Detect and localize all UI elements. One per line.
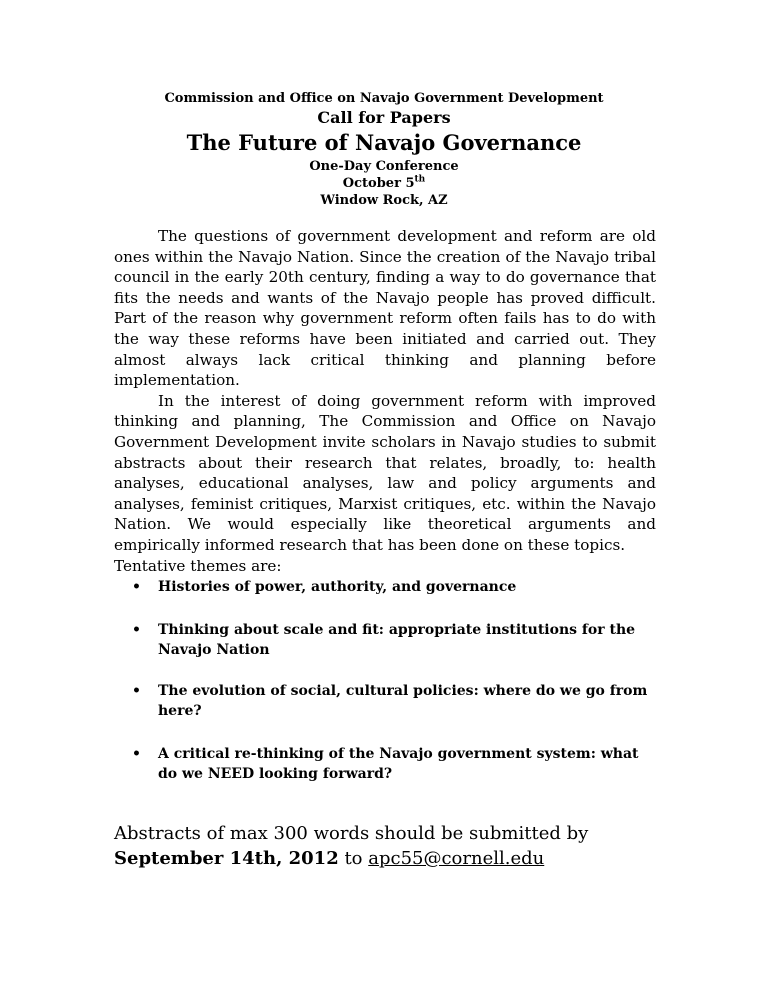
bullet-icon: • xyxy=(132,746,141,762)
to-word: to xyxy=(338,848,369,869)
submission-instructions xyxy=(114,821,674,871)
themes-intro: Tentative themes are: xyxy=(114,557,282,575)
submission-line-1: Abstracts of max 300 words should be submitted by xyxy=(114,823,589,844)
theme-text: Histories of power, authority, and governance xyxy=(158,579,517,595)
submission-email-link[interactable]: apc55@cornell.edu xyxy=(368,848,545,869)
bullet-icon: • xyxy=(132,622,141,638)
organization-name: Commission and Office on Navajo Government Development xyxy=(164,91,604,106)
theme-text: A critical re-thinking of the Navajo government system: what do we NEED looking forward? xyxy=(158,746,639,782)
document-header xyxy=(114,90,654,209)
conference-date-suffix: th xyxy=(414,174,426,185)
intro-paragraph: The questions of government development and reform are old ones within the Navajo Nation. Since the creation of the Navajo tribal council in the early 20th century, finding a way to do governance that fits the needs and wants of the Navajo people has proved difficult. Part of the reason why government reform often fails has to do with the way these reforms have been initiated and carried out. They almost always lack critical thinking and planning before implementation. xyxy=(114,227,656,390)
conference-location: Window Rock, AZ xyxy=(320,193,448,208)
bullet-icon: • xyxy=(132,683,141,699)
submission-deadline: September 14th, 2012 xyxy=(114,848,339,869)
document-title: The Future of Navajo Governance xyxy=(186,130,582,155)
invitation-paragraph: In the interest of doing government reform with improved thinking and planning, The Commission and Office on Navajo Government Development invite scholars in Navajo studies to submit abstracts about their research that relates, broadly, to: health analyses, educational analyses, law and policy arguments and analyses, feminist critiques, Marxist critiques, etc. within the Navajo Nation. We would especially like theoretical arguments and empirically informed research that has been done on these topics. xyxy=(114,391,656,554)
theme-text: Thinking about scale and fit: appropriate institutions for the Navajo Nation xyxy=(158,622,636,658)
call-for-papers-label: Call for Papers xyxy=(317,108,451,127)
conference-date xyxy=(114,175,654,192)
submission-line-2 xyxy=(114,846,674,871)
conference-type: One-Day Conference xyxy=(309,159,459,174)
theme-text: The evolution of social, cultural policies: where do we go from here? xyxy=(158,683,648,719)
bullet-icon: • xyxy=(132,579,141,595)
document-body xyxy=(114,226,656,556)
conference-date-main: October 5 xyxy=(342,176,415,191)
